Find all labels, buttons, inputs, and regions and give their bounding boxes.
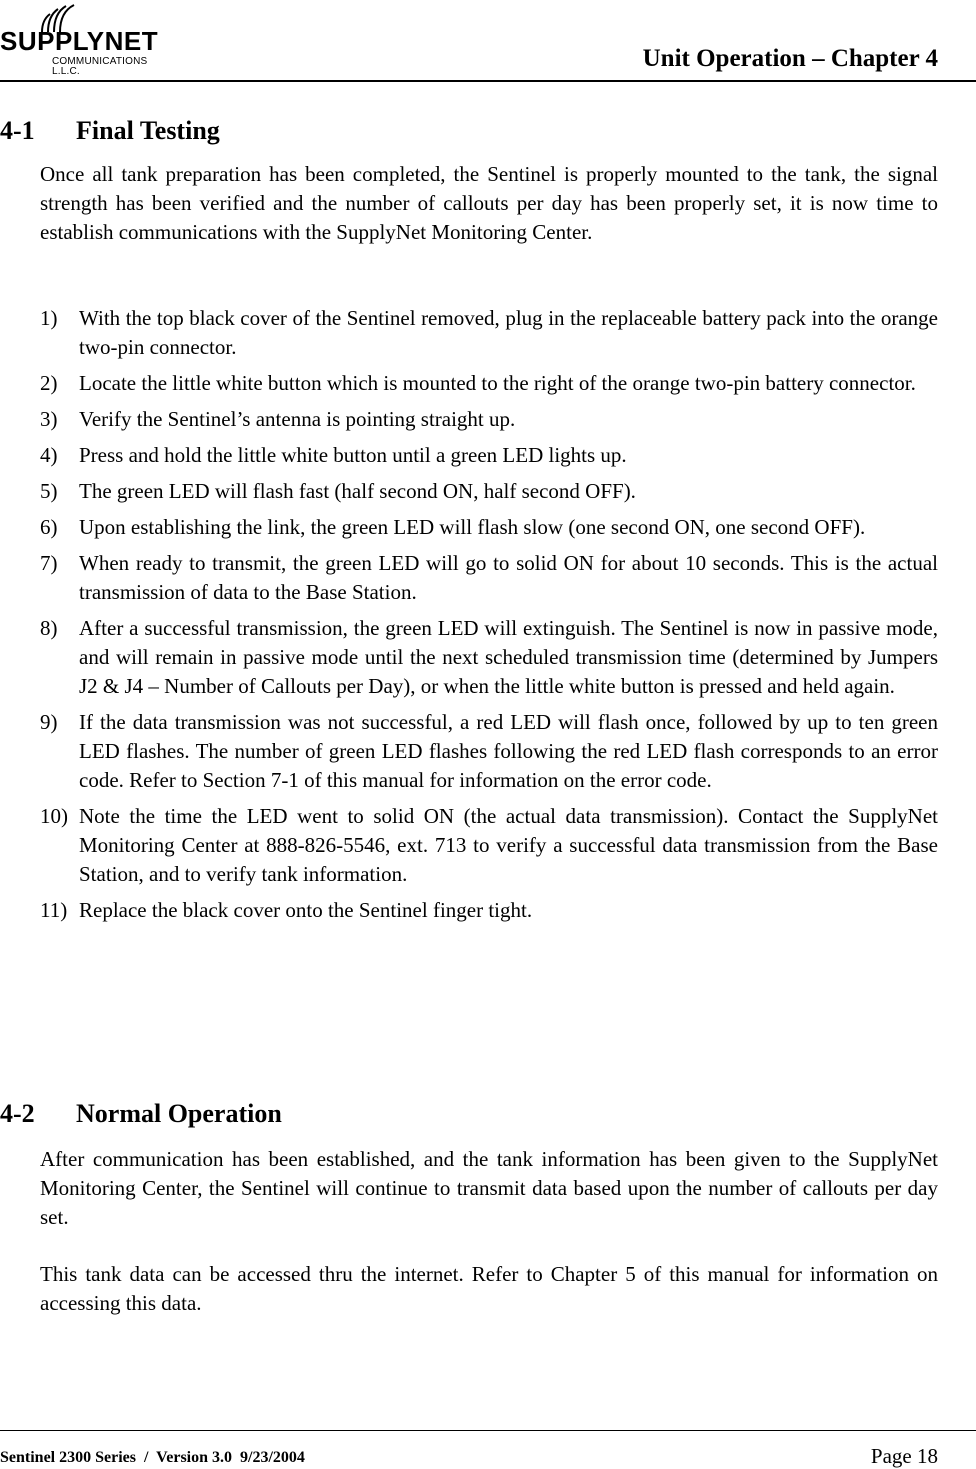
section-number: 4-2 [0, 1099, 35, 1128]
step-text: If the data transmission was not successful, a red LED will flash once, followed by up to ten green LED flashes. The number of green LED flashes following the red LED flash corresponds to an error code. Refer to Section 7-1 of this manual for information on the error code. [79, 710, 938, 792]
step-text: Press and hold the little white button until a green LED lights up. [79, 443, 627, 467]
footer-rule [0, 1430, 976, 1431]
step-text: When ready to transmit, the green LED will go to solid ON for about 10 seconds. This is the actual transmission of data to the Base Station. [79, 551, 938, 604]
list-item [40, 369, 938, 398]
footer-document-info: Sentinel 2300 Series / Version 3.0 9/23/2004 [0, 1449, 305, 1466]
logo-subtitle: COMMUNICATIONS L.L.C. [52, 56, 148, 77]
step-number: 8) [40, 616, 58, 640]
section-title: Final Testing [76, 116, 220, 145]
list-item [40, 304, 938, 362]
step-text: Note the time the LED went to solid ON (the actual data transmission). Contact the SupplyNet Monitoring Center at 888-826-5546, ext. 713 to verify a successful data transmission from the Base Station, and to verify tank information. [79, 804, 938, 886]
step-number: 4) [40, 443, 58, 467]
list-item [40, 405, 938, 434]
step-text: The green LED will flash fast (half second ON, half second OFF). [79, 479, 636, 503]
chapter-title: Unit Operation – Chapter 4 [642, 45, 938, 72]
list-item [40, 896, 938, 925]
step-number: 9) [40, 710, 58, 734]
final-testing-steps [40, 304, 938, 932]
list-item [40, 549, 938, 607]
list-item [40, 802, 938, 889]
internet-access-paragraph: This tank data can be accessed thru the internet. Refer to Chapter 5 of this manual for information on accessing this data. [40, 1262, 938, 1315]
step-text: After a successful transmission, the green LED will extinguish. The Sentinel is now in passive mode, and will remain in passive mode until the next scheduled transmission time (determined by Jumpers J2 & J4 – Number of Callouts per Day), or when the little white button is pressed and held again. [79, 616, 938, 698]
step-text: Replace the black cover onto the Sentinel finger tight. [79, 898, 533, 922]
step-number: 1) [40, 306, 58, 330]
step-number: 3) [40, 407, 58, 431]
list-item [40, 513, 938, 542]
step-text: Verify the Sentinel’s antenna is pointing straight up. [79, 407, 516, 431]
step-number: 10) [40, 804, 68, 828]
company-logo [0, 4, 172, 77]
step-text: Locate the little white button which is mounted to the right of the orange two-pin battery connector. [79, 371, 916, 395]
step-text: With the top black cover of the Sentinel removed, plug in the replaceable battery pack into the orange two-pin connector. [79, 306, 938, 359]
list-item [40, 441, 938, 470]
logo-wordmark: SUPPLYNET [0, 26, 159, 56]
normal-operation-paragraph: After communication has been established, and the tank information has been given to the SupplyNet Monitoring Center, the Sentinel will continue to transmit data based upon the number of callouts per day set. [40, 1147, 938, 1229]
section-title: Normal Operation [76, 1099, 282, 1128]
list-item [40, 614, 938, 701]
step-number: 7) [40, 551, 58, 575]
list-item [40, 477, 938, 506]
step-number: 11) [40, 898, 68, 922]
page-number: Page 18 [870, 1444, 938, 1468]
section-number: 4-1 [0, 116, 35, 145]
step-number: 6) [40, 515, 58, 539]
step-text: Upon establishing the link, the green LED will flash slow (one second ON, one second OFF). [79, 515, 866, 539]
final-testing-intro: Once all tank preparation has been completed, the Sentinel is properly mounted to the tank, the signal strength has been verified and the number of callouts per day has been properly set, it is now time to establish communications with the SupplyNet Monitoring Center. [40, 162, 938, 244]
section-heading-normal-operation [0, 1099, 282, 1129]
step-number: 2) [40, 371, 58, 395]
header-rule [0, 80, 976, 82]
list-item [40, 708, 938, 795]
section-heading-final-testing [0, 116, 220, 146]
step-number: 5) [40, 479, 58, 503]
